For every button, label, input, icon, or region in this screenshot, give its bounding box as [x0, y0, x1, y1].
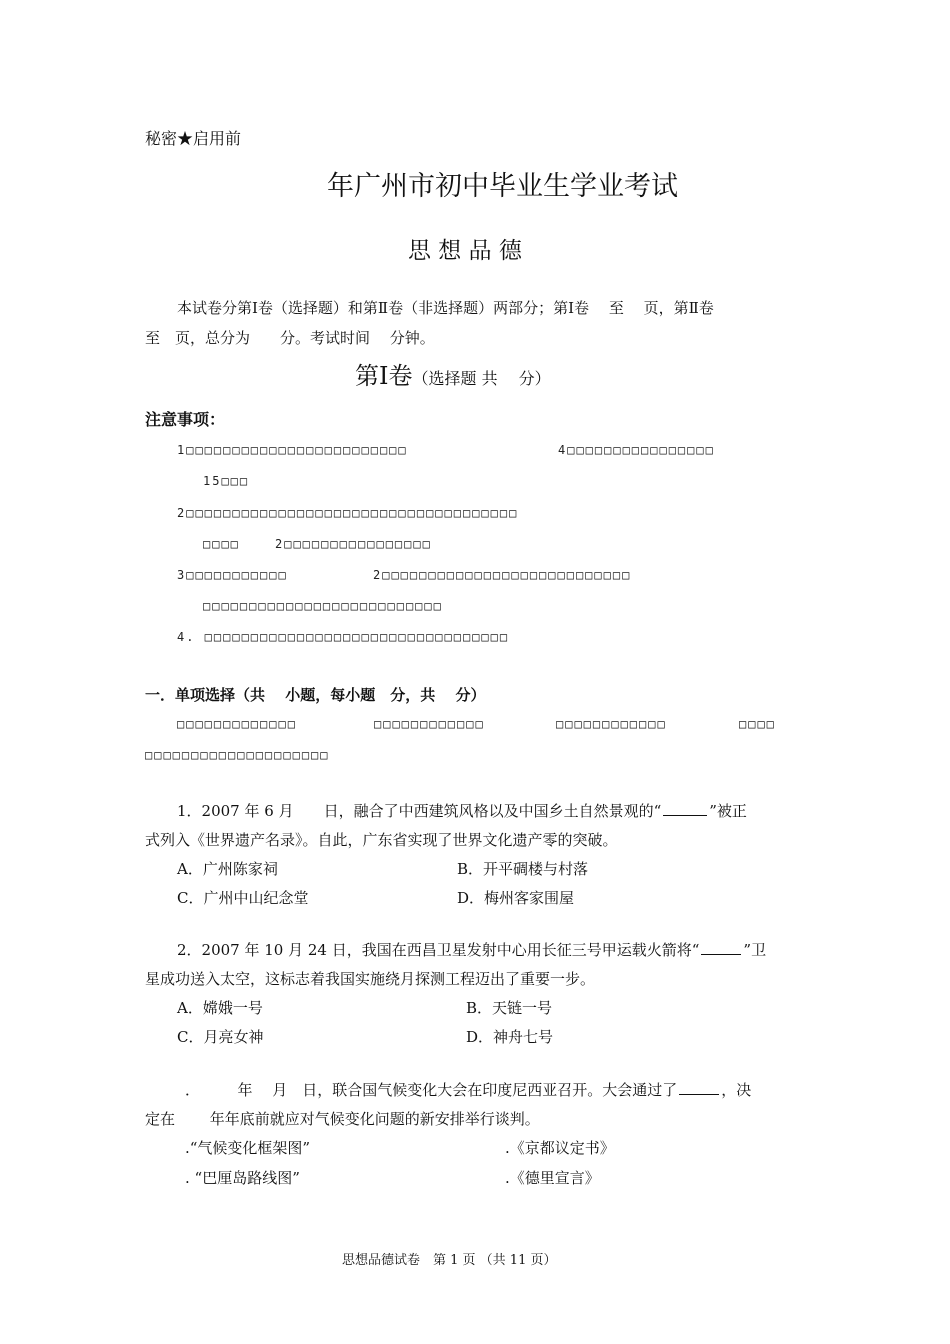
part1-heading-main: 第Ⅰ卷	[355, 362, 413, 390]
q3-option-c: . “巴厘岛路线图”	[185, 1169, 300, 1187]
notes-title: 注意事项：	[145, 410, 226, 429]
q1-stem-line-1	[177, 800, 747, 821]
section1-instr-b: □□□□□□□□□□□□	[374, 717, 485, 731]
note-1c: 15□□□	[203, 474, 250, 488]
q1-stem-post: ”被正	[709, 802, 747, 820]
section1-title: 一．单项选择（共 小题，每小题 分，共 分）	[145, 686, 486, 704]
q2-option-c: C．月亮女神	[177, 1028, 264, 1046]
q3-answer-blank	[679, 1080, 719, 1095]
intro-line-2: 至 页，总分为 分。考试时间 分钟。	[145, 329, 435, 347]
q2-stem-line-2: 星成功送入太空，这标志着我国实施绕月探测工程迈出了重要一步。	[145, 970, 596, 988]
section1-instr-a: □□□□□□□□□□□□□	[177, 717, 297, 731]
subject-title: 思 想 品 德	[408, 238, 522, 264]
page-footer: 思想品德试卷 第 1 页 （共 11 页）	[342, 1253, 557, 1268]
note-1b: 4□□□□□□□□□□□□□□□□	[558, 443, 715, 457]
q3-stem-line-2: 定在 年年底前就应对气候变化问题的新安排举行谈判。	[145, 1110, 540, 1128]
q2-option-b: B．天链一号	[466, 999, 553, 1017]
q3-stem-pre: ． 年 月 日，联合国气候变化大会在印度尼西亚召开。大会通过了	[185, 1081, 678, 1099]
section1-instr-e: □□□□□□□□□□□□□□□□□□□□	[145, 748, 330, 762]
q3-stem-post: ，决	[721, 1081, 752, 1099]
note-2b: □□□□	[203, 537, 240, 551]
q3-option-d: .《德里宣言》	[505, 1169, 600, 1187]
intro-line-1: 本试卷分第Ⅰ卷（选择题）和第Ⅱ卷（非选择题）两部分；第Ⅰ卷 至 页，第Ⅱ卷	[177, 299, 714, 317]
exam-title: 年广州市初中毕业生学业考试	[327, 171, 678, 202]
q1-option-b: B．开平碉楼与村落	[457, 860, 589, 878]
q2-option-a: A．嫦娥一号	[177, 999, 263, 1017]
section1-instr-c: □□□□□□□□□□□□	[556, 717, 667, 731]
note-2a: 2□□□□□□□□□□□□□□□□□□□□□□□□□□□□□□□□□□□□	[177, 506, 519, 520]
note-2c: 2□□□□□□□□□□□□□□□□	[275, 537, 432, 551]
note-3a: 3□□□□□□□□□□□	[177, 568, 288, 582]
q1-option-d: D．梅州客家围屋	[457, 889, 575, 907]
q2-option-d: D．神舟七号	[466, 1028, 554, 1046]
q3-option-a: .“气候变化框架图”	[185, 1139, 311, 1157]
note-3c: □□□□□□□□□□□□□□□□□□□□□□□□□□	[203, 599, 443, 613]
q1-option-c: C．广州中山纪念堂	[177, 889, 309, 907]
q2-answer-blank	[701, 940, 741, 955]
q3-option-b: .《京都议定书》	[505, 1139, 615, 1157]
section1-instr-d: □□□□	[739, 717, 776, 731]
secret-label: 秘密★启用前	[145, 129, 242, 148]
q2-stem-line-1	[177, 939, 766, 960]
note-3b: 2□□□□□□□□□□□□□□□□□□□□□□□□□□□	[373, 568, 632, 582]
q2-stem-post: ”卫	[743, 941, 767, 959]
q1-option-a: A．广州陈家祠	[177, 860, 278, 878]
q1-stem-line-2: 式列入《世界遗产名录》。自此，广东省实现了世界文化遗产零的突破。	[145, 831, 618, 849]
q2-stem-pre: 2．2007 年 10 月 24 日，我国在西昌卫星发射中心用长征三号甲运载火箭将“	[177, 941, 700, 959]
note-4: 4. □□□□□□□□□□□□□□□□□□□□□□□□□□□□□□□□□	[177, 630, 510, 644]
q1-answer-blank	[663, 801, 707, 816]
note-1a: 1□□□□□□□□□□□□□□□□□□□□□□□□	[177, 443, 408, 457]
part1-heading	[355, 356, 551, 391]
part1-heading-sub: （选择题 共 分）	[412, 369, 551, 388]
q1-stem-pre: 1．2007 年 6 月 日，融合了中西建筑风格以及中国乡土自然景观的“	[177, 802, 662, 820]
q3-stem-line-1	[185, 1079, 751, 1100]
